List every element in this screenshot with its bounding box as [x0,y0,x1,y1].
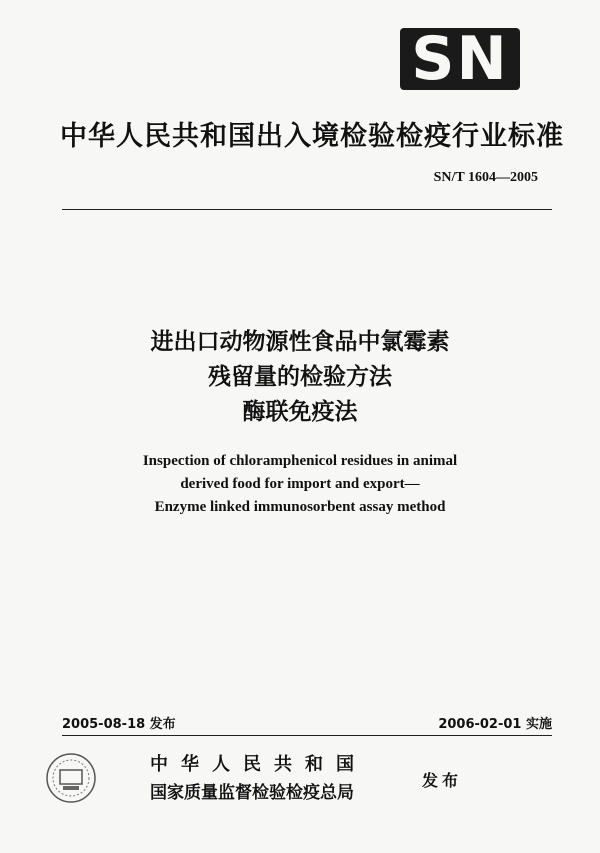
english-title [0,450,600,519]
issue-date: 2005-08-18 发布 [62,717,176,732]
standard-code: SN/T 1604—2005 [433,170,538,185]
english-title-line-3: Enzyme linked immunosorbent assay method [154,499,446,515]
official-seal-icon [45,752,97,804]
chinese-title-line-2: 残留量的检验方法 [208,364,392,390]
issuer-country: 中华人民共和国 [150,754,367,775]
english-title-line-2: derived food for import and export— [180,476,420,492]
effective-date: 2006-02-01 实施 [438,717,552,732]
issuer-agency: 国家质量监督检验检疫总局 [150,783,354,803]
top-divider [62,209,552,210]
bottom-divider [62,735,552,736]
issuing-authority [150,750,430,803]
chinese-title-line-3: 酶联免疫法 [242,399,358,425]
chinese-title-line-1: 进出口动物源性食品中氯霉素 [150,329,450,355]
chinese-title [0,325,600,430]
header-title: 中华人民共和国出入境检验检疫行业标准 [60,121,564,152]
sn-logo: SN [400,28,520,90]
english-title-line-1: Inspection of chloramphenicol residues in animal [142,453,458,469]
issue-label: 发布 [422,771,463,790]
